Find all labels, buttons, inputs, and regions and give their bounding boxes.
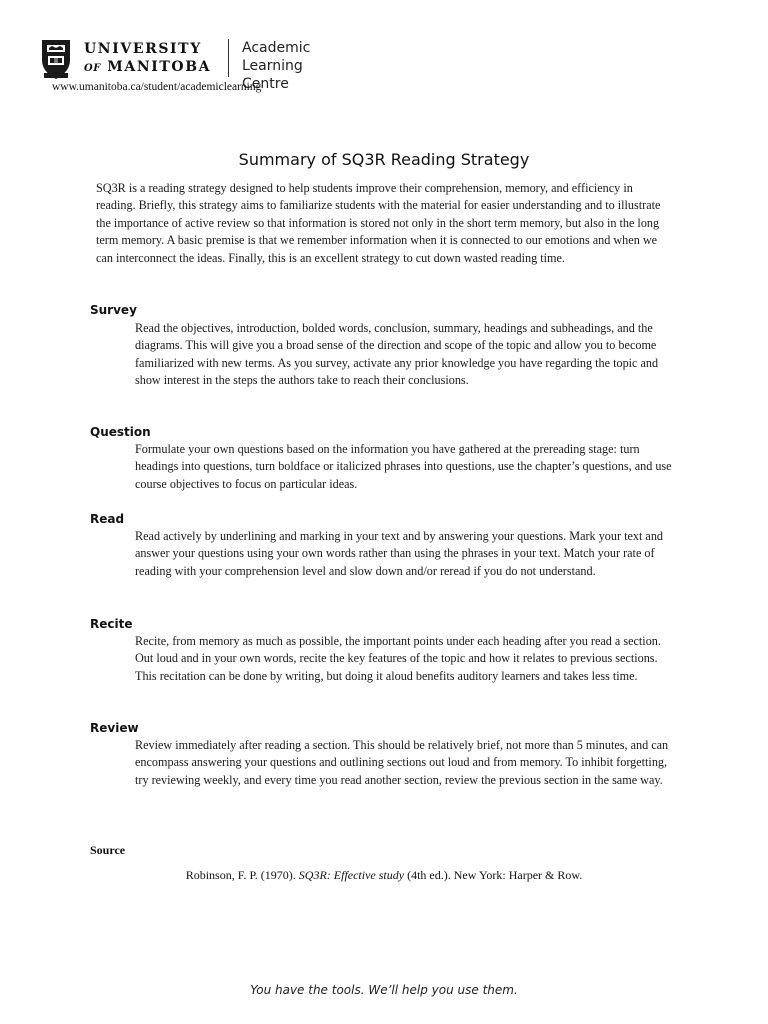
section-heading-survey: Survey <box>90 303 137 317</box>
department-line1: Academic <box>242 40 311 56</box>
section-heading-read: Read <box>90 512 125 526</box>
footer-tagline: You have the tools. We’ll help you use them. <box>250 983 518 997</box>
university-name-line2: MANITOBA <box>107 59 212 75</box>
university-crest-icon <box>38 36 74 80</box>
source-citation <box>0 868 768 883</box>
section-heading-question: Question <box>90 425 151 439</box>
section-body-read: Read actively by underlining and marking in your text and by answering your questions. Mark your text and answer your questions using your own words rather than using the phrases in your text. Match your rate of reading with your comprehension level and slow down and/or reread if you do not understand. <box>135 529 664 578</box>
source-heading: Source <box>90 843 126 857</box>
university-name-line1: UNIVERSITY <box>84 41 202 57</box>
university-name-of: OF <box>84 63 101 74</box>
citation-author-year: Robinson, F. P. (1970). <box>185 868 299 882</box>
citation-publisher: (4th ed.). New York: Harper & Row. <box>404 868 583 882</box>
citation-title: SQ3R: Effective study <box>298 868 405 882</box>
page-title: Summary of SQ3R Reading Strategy <box>238 150 530 169</box>
department-line2: Learning Centre <box>242 58 303 92</box>
section-body-recite: Recite, from memory as much as possible, the important points under each heading after you read a section. Out loud and in your own words, recite the key features of the topic and how it relates to previous sections. This recitation can be done by writing, but doing it aloud benefits auditory learners and takes less time. <box>135 634 661 683</box>
university-name <box>84 40 211 78</box>
logo-divider <box>228 39 229 77</box>
section-body-survey: Read the objectives, introduction, bolded words, conclusion, summary, headings and subheadings, and the diagrams. This will give you a broad sense of the direction and scope of the topic and allow you to become familiarized with new terms. As you survey, activate any prior knowledge you have regarding the topic and show interest in the steps the authors take to reach their conclusions. <box>135 321 659 388</box>
section-heading-recite: Recite <box>90 617 133 631</box>
section-body-review: Review immediately after reading a section. This should be relatively brief, not more than 5 minutes, and can encompass answering your questions and outlining sections out loud and from memory. To inhibit forgetting, try reviewing weekly, and every time you read another section, review the previous section in the same way. <box>135 738 669 787</box>
website-url[interactable]: www.umanitoba.ca/student/academiclearning <box>52 81 262 93</box>
section-heading-review: Review <box>90 721 139 735</box>
section-body-question: Formulate your own questions based on the information you have gathered at the prereading stage: turn headings into questions, turn boldface or italicized phrases into questions, use the chapter’s questions, and use course objectives to focus on particular ideas. <box>135 442 672 491</box>
intro-paragraph: SQ3R is a reading strategy designed to help students improve their comprehension, memory, and efficiency in reading. Briefly, this strategy aims to familiarize students with the material for easier understanding and to illustrate the importance of active review so that information is stored not only in the short term memory, but also in the long term memory. A basic premise is that we remember information when it is connected to our emotions and when we can interconnect the ideas. Finally, this is an excellent strategy to cut down wasted reading time. <box>96 181 661 265</box>
